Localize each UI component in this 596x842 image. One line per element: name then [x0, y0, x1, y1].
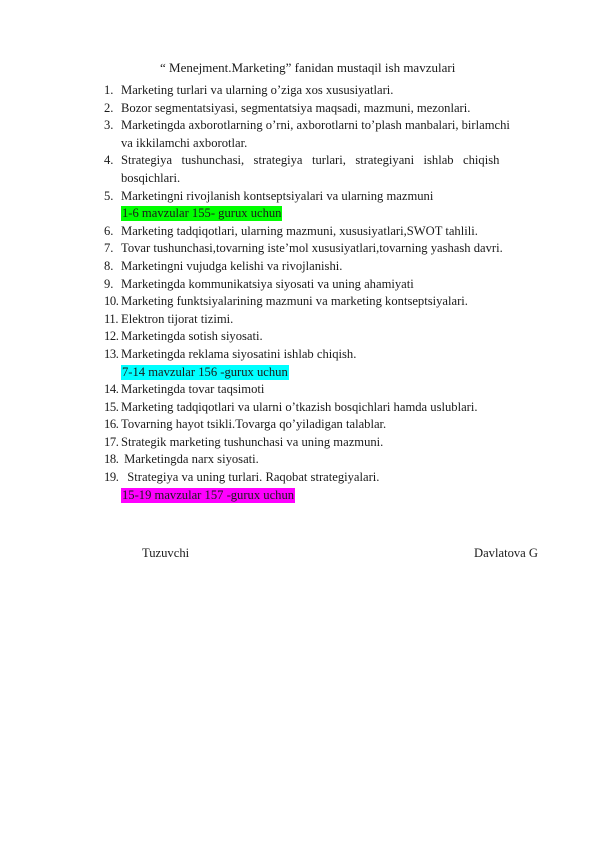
item-number: 3.	[104, 118, 114, 133]
item-text-line: Marketingda axborotlarning o’rni, axborotlarni to’plash manbalari, birlamchi	[121, 118, 510, 133]
item-number: 5.	[104, 188, 114, 203]
list-item	[104, 258, 556, 276]
item-text: Bozor segmentatsiyasi, segmentatsiya maqsadi, mazmuni, mezonlari.	[121, 100, 471, 115]
author-label: Tuzuvchi	[142, 546, 190, 560]
author-name: Davlatova G	[474, 546, 538, 560]
item-text-line: va ikkilamchi axborotlar.	[121, 135, 248, 150]
list-item	[104, 188, 556, 206]
list-item	[104, 451, 556, 469]
item-number: 14.	[104, 382, 119, 397]
item-text: Marketing tadqiqotlari, ularning mazmuni, xususiyatlari,SWOT tahlili.	[121, 223, 478, 238]
page-title: “ Menejment.Marketing” fanidan mustaqil ish mavzulari	[160, 60, 456, 75]
group-157-highlight: 15-19 mavzular 157 -gurux uchun	[122, 487, 295, 502]
list-item	[104, 416, 556, 434]
list-item	[104, 434, 556, 452]
item-number: 2.	[104, 100, 114, 115]
group-156-highlight: 7-14 mavzular 156 -gurux uchun	[122, 364, 288, 379]
item-number: 1.	[104, 83, 114, 97]
list-item	[104, 346, 556, 364]
list-item	[104, 82, 556, 100]
list-item	[104, 240, 556, 258]
item-text: Strategiya va uning turlari. Raqobat strategiyalari.	[121, 470, 380, 485]
item-text: Marketingda narx siyosati.	[121, 452, 259, 467]
item-text-line: bosqichlari.	[121, 170, 181, 185]
item-number: 19.	[104, 470, 119, 485]
item-number: 4.	[104, 153, 114, 168]
item-text: Tovar tushunchasi,tovarning iste’mol xususiyatlari,tovarning yashash davri.	[121, 241, 503, 256]
signature-line	[142, 546, 538, 561]
list-item	[104, 328, 556, 346]
item-text-line: Strategiya tushunchasi, strategiya turlari, strategiyani ishlab chiqish	[121, 153, 500, 168]
item-text: Marketingni rivojlanish kontseptsiyalari va ularning mazmuni	[121, 188, 434, 203]
item-text: Marketingda sotish siyosati.	[121, 329, 263, 344]
item-number: 11.	[104, 311, 119, 326]
item-number: 6.	[104, 223, 114, 238]
item-number: 9.	[104, 276, 114, 291]
group-note	[104, 487, 556, 505]
item-text: Marketingda tovar taqsimoti	[121, 382, 265, 397]
item-number: 12.	[104, 329, 119, 344]
item-text: Elektron tijorat tizimi.	[121, 311, 234, 326]
list-item	[104, 276, 556, 294]
item-number: 17.	[104, 434, 119, 449]
topic-list	[104, 82, 556, 504]
item-text: Marketing funktsiyalarining mazmuni va marketing kontseptsiyalari.	[121, 294, 468, 309]
item-number: 7.	[104, 241, 114, 256]
item-text: Strategik marketing tushunchasi va uning mazmuni.	[121, 434, 384, 449]
item-text: Marketing tadqiqotlari va ularni o’tkazish bosqichlari hamda uslublari.	[121, 399, 478, 414]
item-number: 13.	[104, 346, 119, 361]
list-item	[104, 469, 556, 487]
item-number: 18.	[104, 452, 119, 467]
group-note	[104, 205, 556, 223]
group-155-highlight: 1-6 mavzular 155- gurux uchun	[122, 206, 282, 221]
item-text: Marketingda kommunikatsiya siyosati va uning ahamiyati	[121, 276, 414, 291]
item-text: Marketingda reklama siyosatini ishlab chiqish.	[121, 346, 357, 361]
list-item	[104, 311, 556, 329]
item-text: Marketingni vujudga kelishi va rivojlanishi.	[121, 258, 343, 273]
list-item	[104, 223, 556, 241]
item-number: 16.	[104, 417, 119, 432]
list-item	[104, 117, 556, 152]
item-text	[121, 152, 556, 187]
item-text: Marketing turlari va ularning o’ziga xos xususiyatlari.	[121, 83, 394, 97]
list-item	[104, 100, 556, 118]
item-text: Tovarning hayot tsikli.Tovarga qo’yiladigan talablar.	[121, 417, 387, 432]
list-item	[104, 399, 556, 417]
item-number: 10.	[104, 294, 119, 309]
group-note	[104, 364, 556, 382]
list-item	[104, 381, 556, 399]
item-number: 15.	[104, 399, 119, 414]
item-number: 8.	[104, 258, 114, 273]
item-text	[121, 117, 556, 152]
list-item	[104, 152, 556, 187]
list-item	[104, 293, 556, 311]
